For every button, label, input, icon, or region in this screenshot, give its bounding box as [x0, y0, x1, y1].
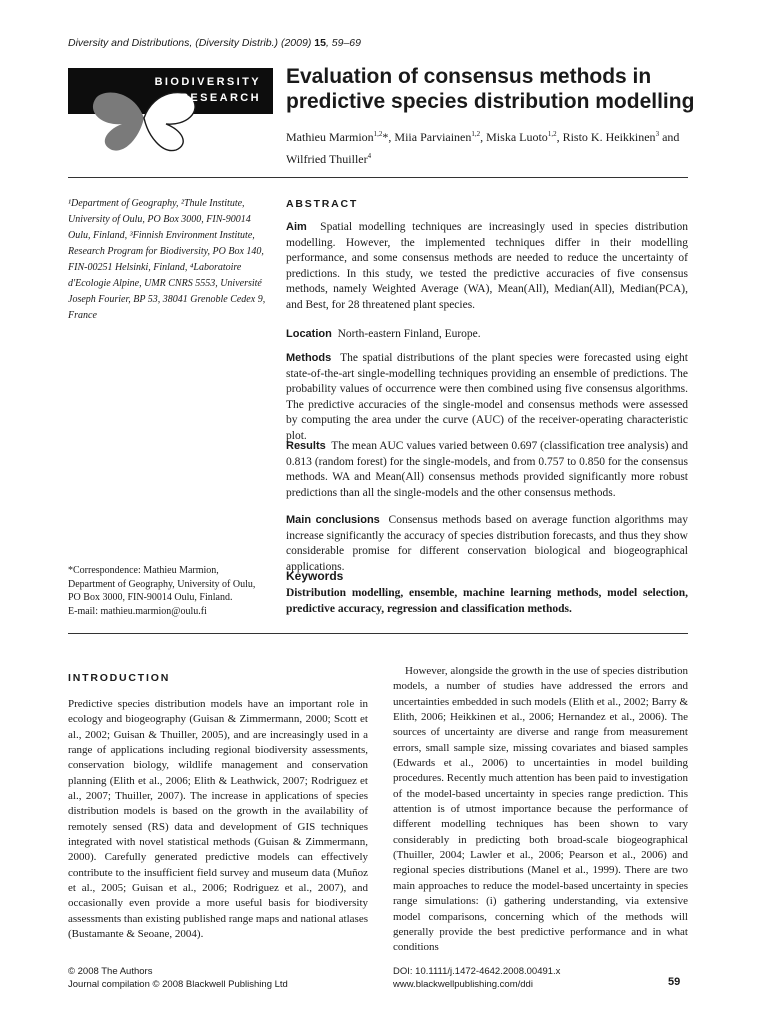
author-separator: , — [480, 130, 487, 144]
header-divider — [68, 177, 688, 178]
correspondence — [68, 564, 273, 618]
page-number: 59 — [668, 976, 681, 988]
author-name: Mathieu Marmion — [286, 130, 374, 144]
author-name: Risto K. Heikkinen — [562, 130, 656, 144]
author-affiliation-marker: 1,2 — [471, 130, 481, 138]
methods-label: Methods — [286, 352, 332, 364]
journal-volume: 15 — [314, 37, 326, 49]
footer-doi[interactable]: DOI: 10.1111/j.1472-4642.2008.00491.x — [393, 966, 561, 977]
author-name: Miska Luoto — [486, 130, 548, 144]
abstract-heading: ABSTRACT — [286, 198, 359, 210]
author-name: Miia Parviainen — [394, 130, 472, 144]
correspondence-line-3: PO Box 3000, FIN-90014 Oulu, Finland. — [68, 592, 233, 603]
aim-label: Aim — [286, 221, 307, 233]
footer-copyright — [68, 965, 288, 991]
abstract-divider — [68, 633, 688, 634]
author-name: Wilfried Thuiller — [286, 152, 368, 166]
author-separator: , — [556, 130, 563, 144]
author-separator: and — [659, 130, 680, 144]
aim-text: Spatial modelling techniques are increasingly used in species distribution modelling. However, the implemented techniques differ in their modelling performance, and some consensus methods are needed to reduce the uncertainty of predictions. In this study, we tested the predictive accuracies of five consensus methods, namely Weighted Average (WA), Mean(All), Median(All), Median(PCA), and Best, for 28 threatened plant species. — [286, 221, 688, 311]
footer-compilation: Journal compilation © 2008 Blackwell Publishing Ltd — [68, 979, 288, 990]
keywords-heading: Keywords — [286, 569, 344, 583]
footer-url[interactable]: www.blackwellpublishing.com/ddi — [393, 979, 533, 990]
abstract-methods — [286, 351, 688, 444]
journal-pages: , 59–69 — [325, 37, 361, 49]
article-title: Evaluation of consensus methods in predictive species distribution modelling — [286, 65, 695, 113]
methods-text: The spatial distributions of the plant species were forecasted using eight state-of-the-art single-modelling techniques providing an ensemble of predictions. The probability values of occurrence were then combined using five consensus algorithms. The predictive accuracies of the single-model and consensus methods were assessed by computing the area under the curve (AUC) of the receiver-operating characteristic plot. — [286, 352, 689, 442]
introduction-paragraph-2: However, alongside the growth in the use of species distribution models, a number of studies have addressed the errors and uncertainties embedded in such models (Elith et al., 2002; Barry & Elith, 2006; Heikkinen et al., 2006; Hernandez et al., 2006). The sources of uncertainty are diverse and range from measurement errors, small sample size, missing covariates and biased samples (Edwards et al., 2006) to uncertainties in model building procedures. Recently much attention has been paid to investigation of the model-based uncertainty in species range prediction. This attention is of utmost importance because the performance of different modelling techniques has been shown to vary considerably in predicting both broad-scale biogeographical (Thuiller, 2004; Lawler et al., 2006; Pearson et al., 2006) and regional species distributions (Manel et al., 1999). There are two main approaches to reduce the model-based uncertainty in species range simulations: (i) gathering understanding, via extensive model comparisons, concerning which of the methods will generally provide the best predictive performance and in what conditions — [393, 665, 688, 954]
introduction-heading: INTRODUCTION — [68, 672, 171, 684]
author-affiliation-marker: 1,2 — [373, 130, 383, 138]
abstract-aim — [286, 220, 688, 313]
footer-authors: © 2008 The Authors — [68, 966, 153, 977]
abstract-results — [286, 439, 688, 501]
correspondence-line-2: Department of Geography, University of Oulu, — [68, 578, 256, 590]
biodiversity-research-logo — [68, 68, 273, 152]
location-text: North-eastern Finland, Europe. — [337, 328, 481, 340]
author-separator: *, — [382, 130, 395, 144]
author-list — [286, 125, 696, 169]
author-affiliation-marker: 1,2 — [547, 130, 557, 138]
abstract-conclusions — [286, 513, 688, 575]
logo-text — [155, 74, 261, 106]
introduction-paragraph-1: Predictive species distribution models have an important role in ecology and biogeography (Guisan & Zimmermann, 2000; Scott et al., 2002; Guisan & Thuiller, 2005), and are increasingly used in a range of applications including regional biodiversity assessments, conservation biology, wildlife management and conservation planning (Elith et al., 2006; Elith & Leathwick, 2007; Rodriguez et al., 2007; Thuiller, 2007). The increase in applications of species distribution models is based on the growth in the availability of remotely sensed (RS) data and development of GIS techniques integrated with novel statistical methods (Guisan & Zimmermann, 2000). Carefully generated predictive models can effectively contribute to the insufficient field survey and museum data (Muñoz et al., 2005; Guisan et al., 2006; Rodriguez et al., 2007), and occasionally even provide a more useful basis for biodiversity assessments than existing published range maps and national atlases (Bustamante & Seoane, 2004). — [68, 698, 368, 941]
journal-name: Diversity and Distributions, (Diversity Distrib.) — [68, 37, 279, 49]
author-affiliation-marker: 3 — [655, 130, 660, 138]
correspondence-line-1: *Correspondence: Mathieu Marmion, — [68, 565, 219, 576]
affiliations: ¹Department of Geography, ²Thule Institute, University of Oulu, PO Box 3000, FIN-90014 Oulu, Finland, ³Finnish Environment Institute, Research Program for Biodiversity, PO Box 140, FIN-00251 Helsinki, Finland, ⁴Laboratoire d'Ecologie Alpine, UMR CNRS 5553, Université Joseph Fourier, BP 53, 38041 Grenoble Cedex 9, France — [68, 198, 266, 321]
correspondence-email[interactable]: E-mail: mathieu.marmion@oulu.fi — [68, 605, 207, 617]
keywords-text: Distribution modelling, ensemble, machine learning methods, model selection, predictive accuracy, regression and classification methods. — [286, 587, 688, 615]
abstract-location — [286, 327, 688, 343]
results-text: The mean AUC values varied between 0.697 (classification tree analysis) and 0.813 (random forest) for the single-models, and from 0.757 to 0.850 for the consensus methods. WA and Mean(All) consensus methods provided significantly more robust predictions than all the single-models and the other consensus methods. — [286, 440, 688, 499]
journal-citation — [68, 37, 361, 49]
logo-line-2: RESEARCH — [180, 92, 261, 104]
logo-line-1: BIODIVERSITY — [154, 76, 261, 88]
results-label: Results — [286, 440, 326, 452]
location-label: Location — [286, 328, 332, 340]
conclusions-text: Consensus methods based on average function algorithms may increase significantly the accuracy of species distribution forecasts, and thus they show considerable promise for different conservation biological and biogeographical applications. — [286, 514, 689, 573]
author-affiliation-marker: 4 — [367, 152, 372, 160]
conclusions-label: Main conclusions — [286, 514, 380, 526]
footer-links — [393, 965, 560, 991]
journal-year: (2009) — [280, 37, 312, 49]
